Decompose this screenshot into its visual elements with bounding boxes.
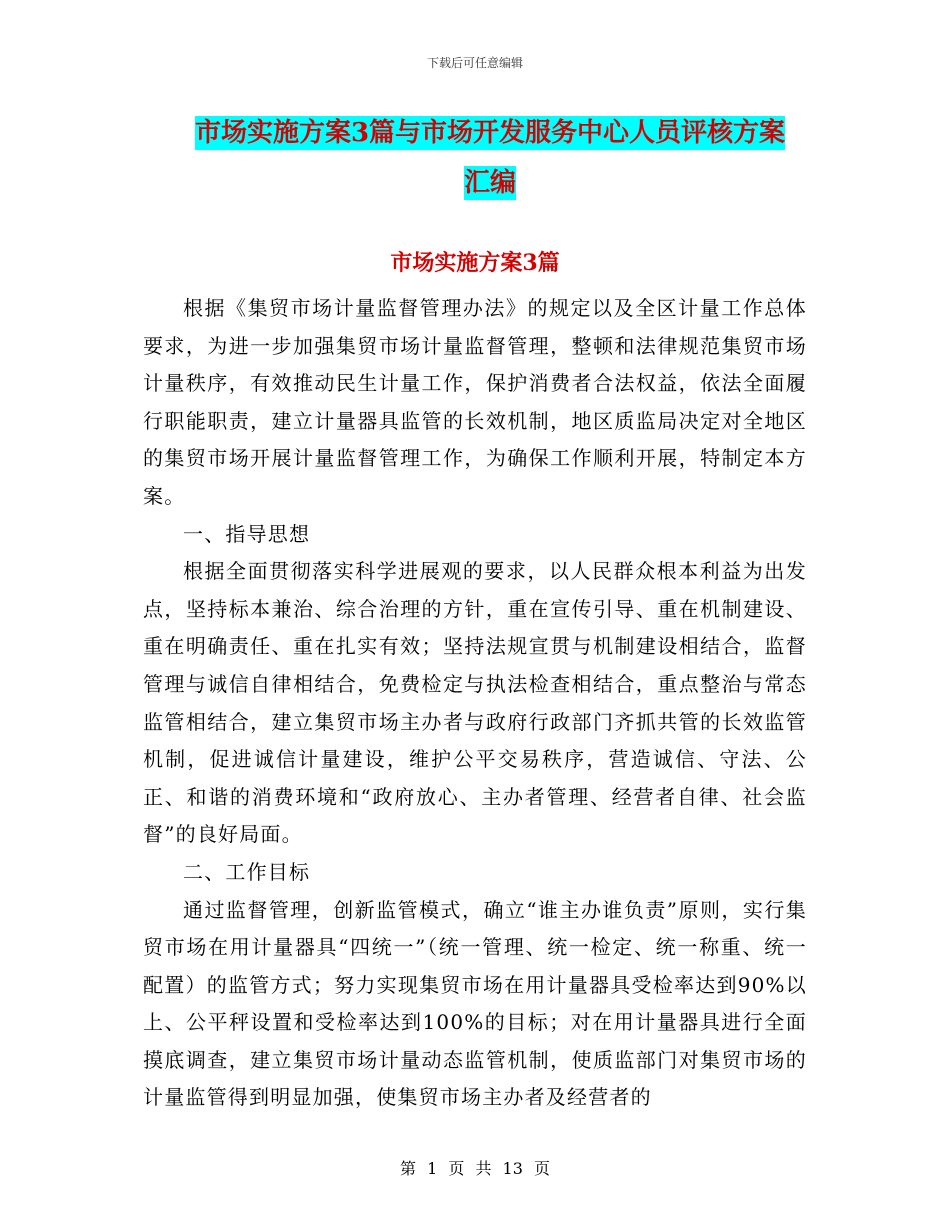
heading-guiding-thought: 一、指导思想 — [183, 521, 311, 546]
document-title — [140, 108, 840, 208]
paragraph-intro: 根据《集贸市场计量监督管理办法》的规定以及全区计量工作总体要求，为进一步加强集贸市场计量监督管理，整顿和法律规范集贸市场计量秩序，有效推动民生计量工作，保护消费者合法权益，依法全面履行职能职责，建立计量器具监管的长效机制，地区质监局决定对全地区的集贸市场开展计量监督管理工作，为确保工作顺利开展，特制定本方案。 — [143, 296, 807, 508]
document-body — [143, 290, 807, 1117]
heading-work-goals: 二、工作目标 — [183, 859, 311, 884]
document-title-line-1 — [140, 108, 840, 158]
paragraph-guiding-thought: 根据全面贯彻落实科学进展观的要求，以人民群众根本利益为出发点，坚持标本兼治、综合治理的方针，重在宣传引导、重在机制建设、重在明确责任、重在扎实有效；坚持法规宣贯与机制建设相结合，监督管理与诚信自律相结合，免费检定与执法检查相结合，重点整治与常态监管相结合，建立集贸市场主办者与政府行政部门齐抓共管的长效监管机制，促进诚信计量建设，维护公平交易秩序，营造诚信、守法、公正、和谐的消费环境和“政府放心、主办者管理、经营者自律、社会监督”的良好局面。 — [143, 559, 807, 847]
section-title: 市场实施方案3篇 — [390, 250, 560, 276]
title-highlight-1: 市场实施方案3篇与市场开发服务中心人员评核方案 — [194, 118, 786, 148]
document-title-line-2 — [140, 158, 840, 208]
page-footer: 第 1 页 共 13 页 — [400, 1159, 550, 1178]
paragraph-work-goals: 通过监督管理，创新监管模式，确立“谁主办谁负责”原则，实行集贸市场在用计量器具“四统一”（统一管理、统一检定、统一称重、统一配置）的监管方式；努力实现集贸市场在用计量器具受检率达到90%以上、公平秤设置和受检率达到100%的目标；对在用计量器具进行全面摸底调查，建立集贸市场计量动态监管机制，使质监部门对集贸市场的计量监管得到明显加强，使集贸市场主办者及经营者的 — [143, 897, 807, 1110]
title-highlight-2: 汇编 — [463, 168, 516, 198]
page-header-note: 下载后可任意编辑 — [426, 56, 523, 70]
